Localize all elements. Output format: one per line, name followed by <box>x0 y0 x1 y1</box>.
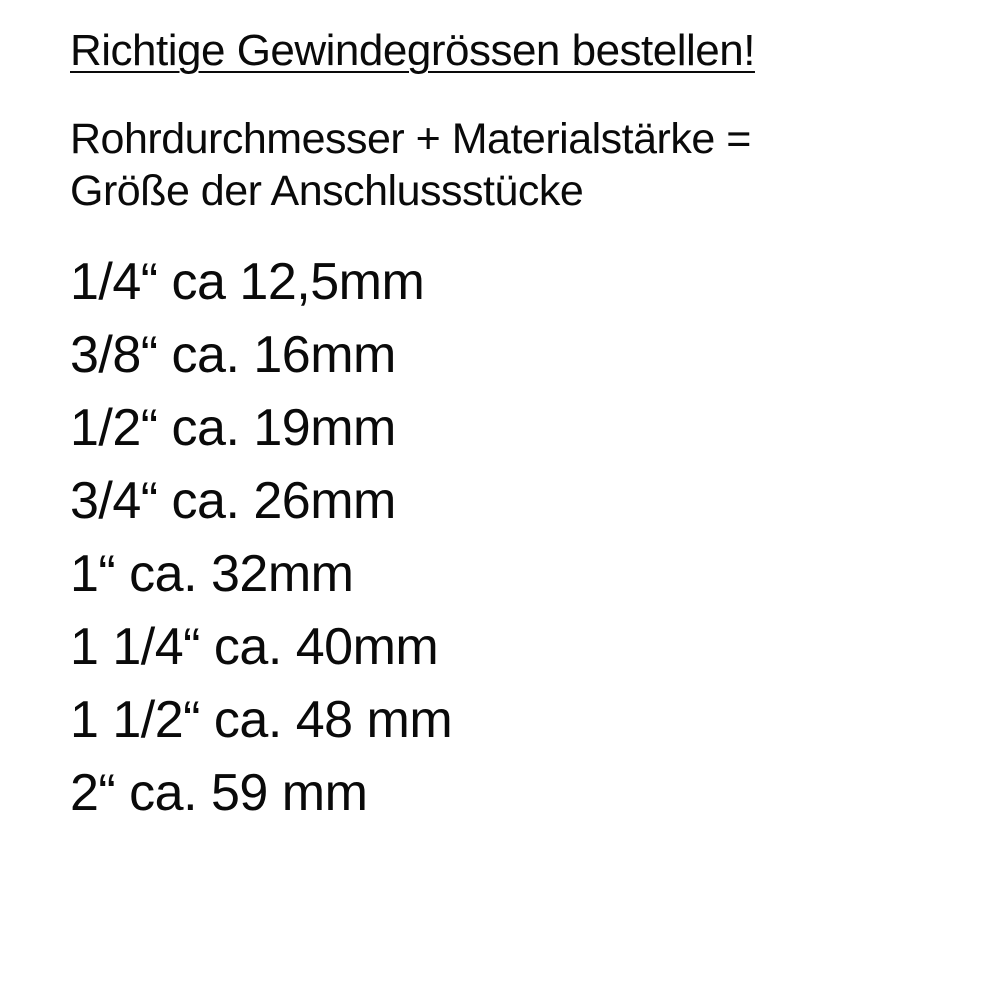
subtitle-line-2: Größe der Anschlussstücke <box>70 167 584 216</box>
size-list-item: 1/2“ ca. 19mm <box>70 398 396 457</box>
subtitle-line-1: Rohrdurchmesser + Materialstärke = <box>70 114 751 163</box>
subtitle <box>70 113 940 218</box>
size-list-item: 1“ ca. 32mm <box>70 544 354 603</box>
size-list-item: 1 1/2“ ca. 48 mm <box>70 690 453 749</box>
page-title: Richtige Gewindegrössen bestellen! <box>70 26 755 75</box>
size-list-item: 1/4“ ca 12,5mm <box>70 252 425 311</box>
size-list-item: 2“ ca. 59 mm <box>70 763 368 822</box>
size-list-item: 1 1/4“ ca. 40mm <box>70 617 439 676</box>
size-list <box>70 246 940 830</box>
size-list-item: 3/8“ ca. 16mm <box>70 325 396 384</box>
size-list-item: 3/4“ ca. 26mm <box>70 471 396 530</box>
